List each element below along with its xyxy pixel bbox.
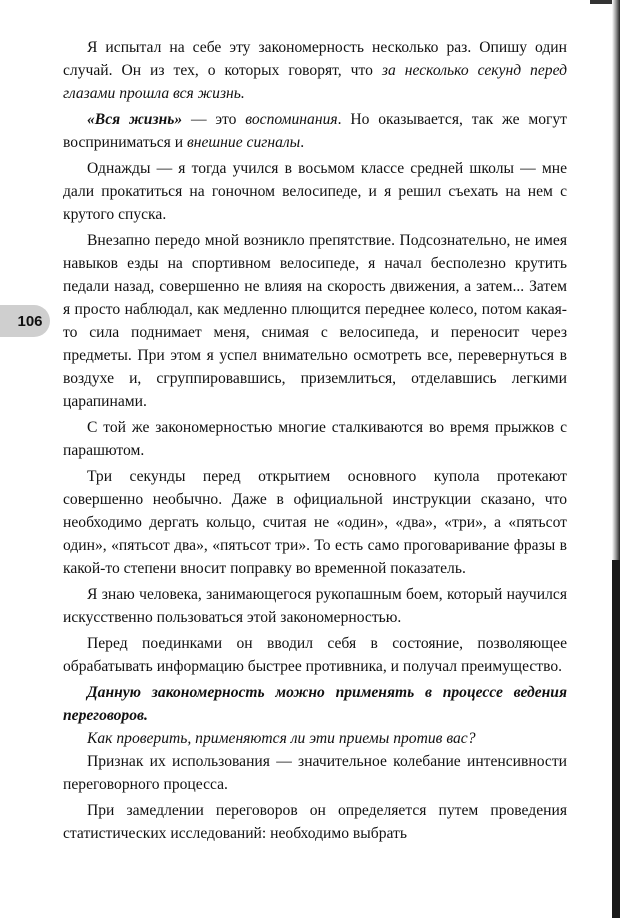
paragraph-1-text: Я испытал на себе эту закономерность несколько раз. Опишу один случай. Он из тех, о которых говорят, что bbox=[63, 39, 567, 79]
paragraph-2-italic-b: внешние сигналы bbox=[186, 134, 301, 151]
page-body bbox=[63, 36, 567, 845]
paragraph-12: При замедлении переговоров он определяется путем проведения статистических исследований: необходимо выбрать bbox=[63, 802, 567, 842]
paragraph-7: Я знаю человека, занимающегося рукопашным боем, который научился искусственно пользоваться этой закономерностью. bbox=[63, 586, 567, 626]
page-number: 106 bbox=[17, 312, 43, 330]
paragraph-2 bbox=[63, 108, 567, 154]
paragraph-2-text-b: . Но оказывается, так же могут восприниматься и bbox=[63, 111, 567, 151]
paragraph-8: Перед поединками он вводил себя в состояние, позволяющее обрабатывать информацию быстрее противника, и получал преимущество. bbox=[63, 635, 567, 675]
paragraph-6: Три секунды перед открытием основного купола протекают совершенно необычно. Даже в официальной инструкции сказано, что необходимо дергать кольцо, считая не «один», «два», «три», а «пятьсот один», «пятьсот два», «пятьсот три». То есть само проговаривание фразы в какой-то степени вносит поправку во временной показатель. bbox=[63, 468, 567, 577]
paragraph-10-question: Как проверить, применяются ли эти приемы против вас? bbox=[87, 730, 476, 747]
paragraph-2-text-a: — это bbox=[182, 111, 246, 128]
paragraph-9-heading: Данную закономерность можно применять в процессе ведения переговоров. bbox=[63, 684, 567, 724]
scan-edge-right bbox=[612, 0, 620, 918]
paragraph-3: Однажды — я тогда учился в восьмом классе средней школы — мне дали прокатиться на гоночном велосипеде, и я решил съехать на нем с крутого спуска. bbox=[63, 160, 567, 223]
paragraph-5: С той же закономерностью многие сталкиваются во время прыжков с парашютом. bbox=[63, 419, 567, 459]
paragraph-2-bold-italic: «Вся жизнь» bbox=[87, 111, 183, 128]
paragraph-2-text-c: . bbox=[300, 134, 305, 151]
paragraph-11: Признак их использования — значительное колебание интенсивности переговорного процесса. bbox=[63, 753, 567, 793]
paragraph-2-italic-a: воспоминания bbox=[245, 111, 338, 128]
page-number-tab bbox=[0, 305, 50, 337]
paragraph-1 bbox=[63, 36, 567, 105]
paragraph-1-italic: за несколько секунд перед глазами прошла вся жизнь. bbox=[63, 62, 567, 102]
paragraph-4: Внезапно передо мной возникло препятствие. Подсознательно, не имея навыков езды на спортивном велосипеде, я начал бесполезно крутить педали назад, совершенно не влияя на скорость движения, а затем... Затем я просто наблюдал, как медленно плющится переднее колесо, потом какая-то сила поднимает меня, снимая с велосипеда, и переносит через предметы. При этом я успел внимательно осмотреть все, перевернуться в воздухе и, сгруппировавшись, приземлиться, отделавшись легкими царапинами. bbox=[63, 232, 567, 410]
